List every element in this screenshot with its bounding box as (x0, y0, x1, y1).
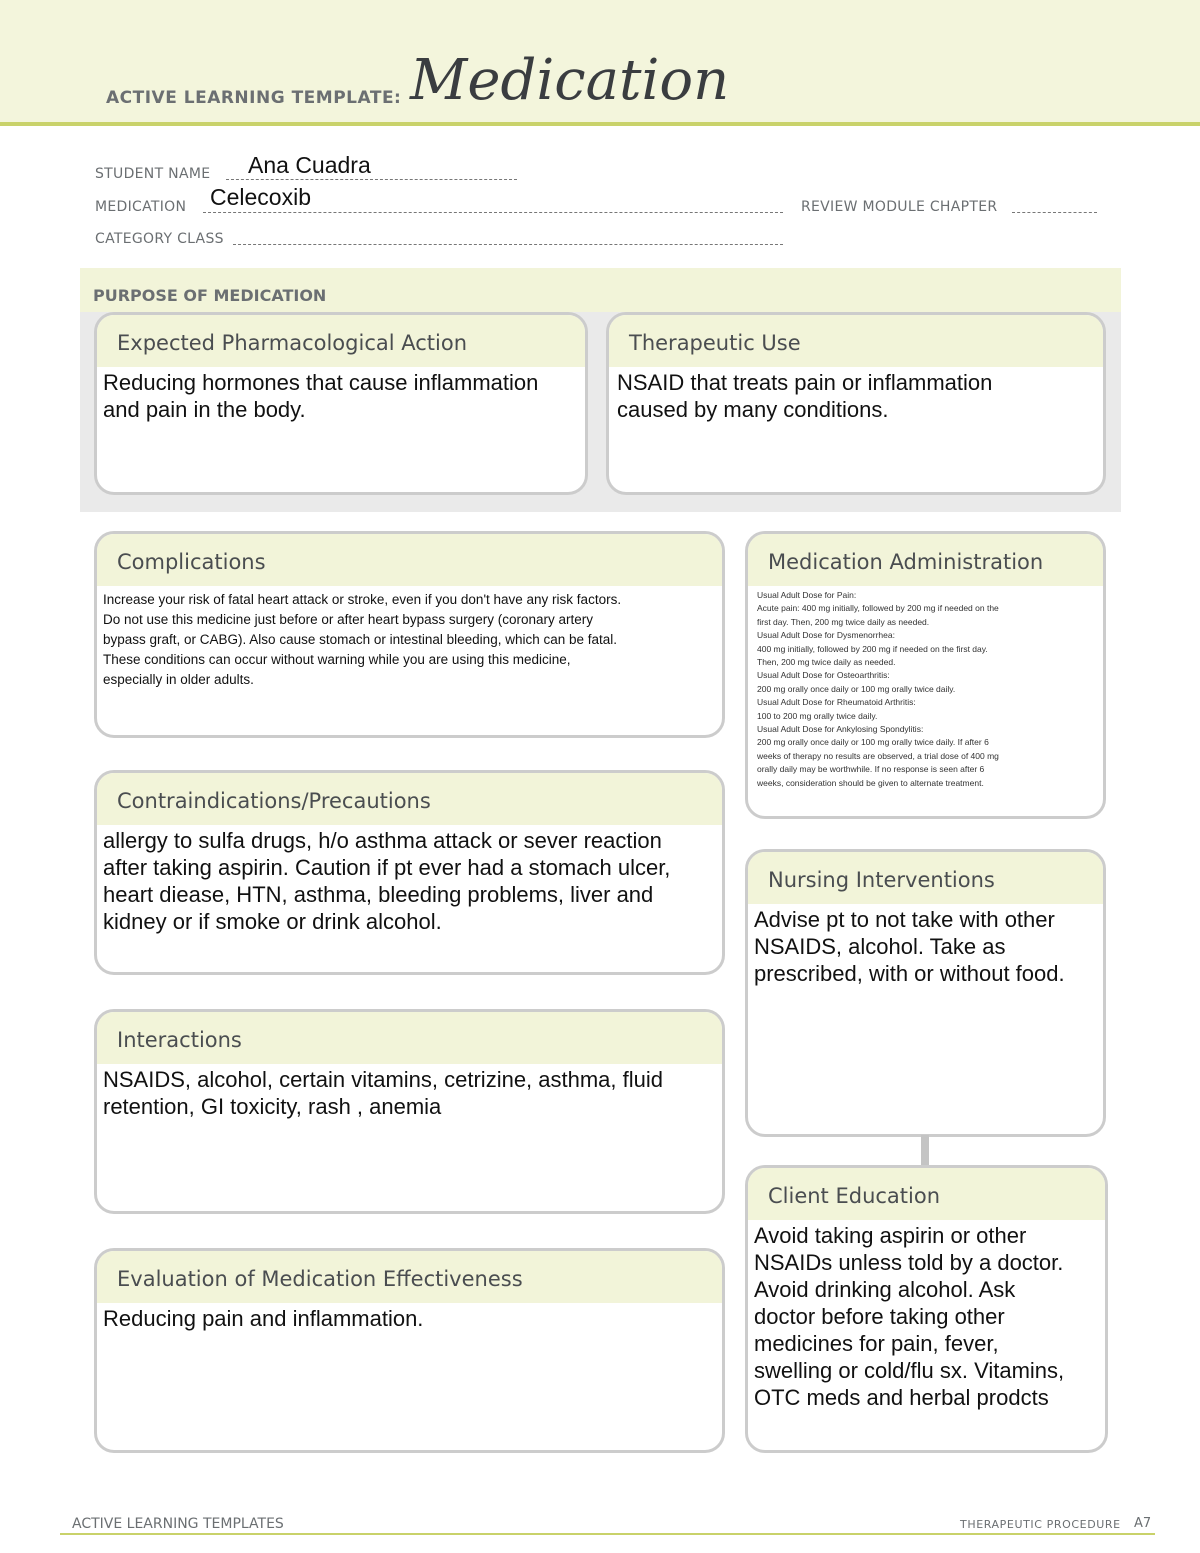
text-line: OTC meds and herbal prodcts (754, 1385, 1049, 1410)
therapeutic-use-text[interactable] (609, 367, 1103, 423)
text-line: 100 to 200 mg orally twice daily. (757, 710, 878, 721)
text-line: bypass graft, or CABG). Also cause stomach or intestinal bleeding, which can be fatal. (103, 632, 618, 647)
footer-title: ACTIVE LEARNING TEMPLATES (72, 1516, 284, 1532)
text-line: Usual Adult Dose for Rheumatoid Arthritis: (757, 697, 916, 708)
header-divider (0, 122, 1200, 126)
evaluation-title: Evaluation of Medication Effectiveness (97, 1251, 722, 1303)
contraindications-text[interactable] (97, 825, 722, 935)
interactions-title: Interactions (97, 1012, 722, 1064)
medication-administration-title: Medication Administration (748, 534, 1103, 586)
expected-action-title: Expected Pharmacological Action (97, 315, 585, 367)
text-line: NSAID that treats pain or inflammation (617, 370, 993, 395)
text-line: Avoid taking aspirin or other (754, 1223, 1027, 1248)
text-line: 200 mg orally once daily or 100 mg orally twice daily. (757, 683, 956, 694)
contraindications-title: Contraindications/Precautions (97, 773, 722, 825)
purpose-label: PURPOSE OF MEDICATION (93, 286, 327, 305)
text-line: Usual Adult Dose for Ankylosing Spondylitis: (757, 724, 924, 735)
text-line: Increase your risk of fatal heart attack or stroke, even if you don't have any risk factors. (103, 592, 622, 607)
medication-line (203, 212, 783, 213)
evaluation-text[interactable] (97, 1303, 722, 1332)
text-line: Reducing hormones that cause inflammation (103, 370, 539, 395)
client-education-title: Client Education (748, 1168, 1105, 1220)
category-class-label: CATEGORY CLASS (95, 231, 224, 247)
review-module-field[interactable] (1012, 212, 1097, 213)
text-line: Usual Adult Dose for Pain: (757, 590, 857, 600)
medication-administration-text[interactable] (748, 586, 1103, 790)
client-education-card (745, 1165, 1108, 1453)
medication-administration-card (745, 531, 1106, 819)
text-line: Reducing pain and inflammation. (103, 1306, 424, 1331)
text-line: and pain in the body. (103, 397, 306, 422)
client-education-text[interactable] (748, 1220, 1105, 1411)
footer-section: THERAPEUTIC PROCEDURE (960, 1518, 1121, 1531)
text-line: orally daily may be worthwhile. If no response is seen after 6 (757, 764, 985, 775)
student-name-line (226, 179, 517, 180)
interactions-text[interactable] (97, 1064, 722, 1120)
text-line: Usual Adult Dose for Dysmenorrhea: (757, 630, 895, 641)
text-line: kidney or if smoke or drink alcohol. (103, 909, 442, 934)
text-line: Then, 200 mg twice daily as needed. (757, 657, 896, 668)
medication-label: MEDICATION (95, 199, 187, 215)
footer-divider (60, 1533, 1155, 1535)
complications-text[interactable] (97, 586, 722, 690)
text-line: prescribed, with or without food. (754, 961, 1065, 986)
text-line: Do not use this medicine just before or after heart bypass surgery (coronary artery (103, 612, 593, 627)
text-line: retention, GI toxicity, rash , anemia (103, 1094, 442, 1119)
text-line: allergy to sulfa drugs, h/o asthma attack or sever reaction (103, 828, 662, 853)
page-number: A7 (1134, 1516, 1152, 1531)
text-line: especially in older adults. (103, 672, 254, 687)
review-module-label: REVIEW MODULE CHAPTER (801, 199, 998, 215)
expected-action-card (94, 312, 588, 495)
text-line: heart diease, HTN, asthma, bleeding problems, liver and (103, 882, 654, 907)
text-line: Usual Adult Dose for Osteoarthritis: (757, 670, 890, 681)
text-line: Acute pain: 400 mg initially, followed by 200 mg if needed on the (757, 603, 999, 614)
text-line: caused by many conditions. (617, 397, 889, 422)
category-class-field[interactable] (233, 244, 783, 245)
text-line: NSAIDs unless told by a doctor. (754, 1250, 1064, 1275)
interactions-card (94, 1009, 725, 1214)
text-line: swelling or cold/flu sx. Vitamins, (754, 1358, 1065, 1383)
text-line: Avoid drinking alcohol. Ask (754, 1277, 1016, 1302)
text-line: weeks, consideration should be given to alternate treatment. (757, 777, 984, 788)
medication-field[interactable]: Celecoxib (210, 184, 311, 210)
text-line: Advise pt to not take with other (754, 907, 1055, 932)
nursing-interventions-card (745, 849, 1106, 1137)
complications-card (94, 531, 725, 738)
text-line: weeks of therapy no results are observed, a trial dose of 400 mg (757, 750, 999, 761)
text-line: 400 mg initially, followed by 200 mg if needed on the first day. (757, 643, 988, 654)
text-line: after taking aspirin. Caution if pt ever had a stomach ulcer, (103, 855, 671, 880)
nursing-interventions-text[interactable] (748, 904, 1103, 987)
text-line: NSAIDS, alcohol. Take as (754, 934, 1006, 959)
therapeutic-use-title: Therapeutic Use (609, 315, 1103, 367)
complications-title: Complications (97, 534, 722, 586)
text-line: doctor before taking other (754, 1304, 1005, 1329)
template-prefix: ACTIVE LEARNING TEMPLATE: (106, 88, 402, 108)
card-connector (921, 1135, 929, 1165)
nursing-interventions-title: Nursing Interventions (748, 852, 1103, 904)
text-line: NSAIDS, alcohol, certain vitamins, cetrizine, asthma, fluid (103, 1067, 664, 1092)
expected-action-text[interactable] (97, 367, 585, 423)
student-name-field[interactable]: Ana Cuadra (248, 152, 371, 178)
therapeutic-use-card (606, 312, 1106, 495)
contraindications-card (94, 770, 725, 975)
text-line: 200 mg orally once daily or 100 mg orally twice daily. If after 6 (757, 737, 989, 748)
text-line: first day. Then, 200 mg twice daily as needed. (757, 616, 930, 627)
student-name-label: STUDENT NAME (95, 166, 211, 182)
evaluation-card (94, 1248, 725, 1453)
template-title: Medication (410, 48, 730, 113)
text-line: These conditions can occur without warning while you are using this medicine, (103, 652, 571, 667)
text-line: medicines for pain, fever, (754, 1331, 999, 1356)
